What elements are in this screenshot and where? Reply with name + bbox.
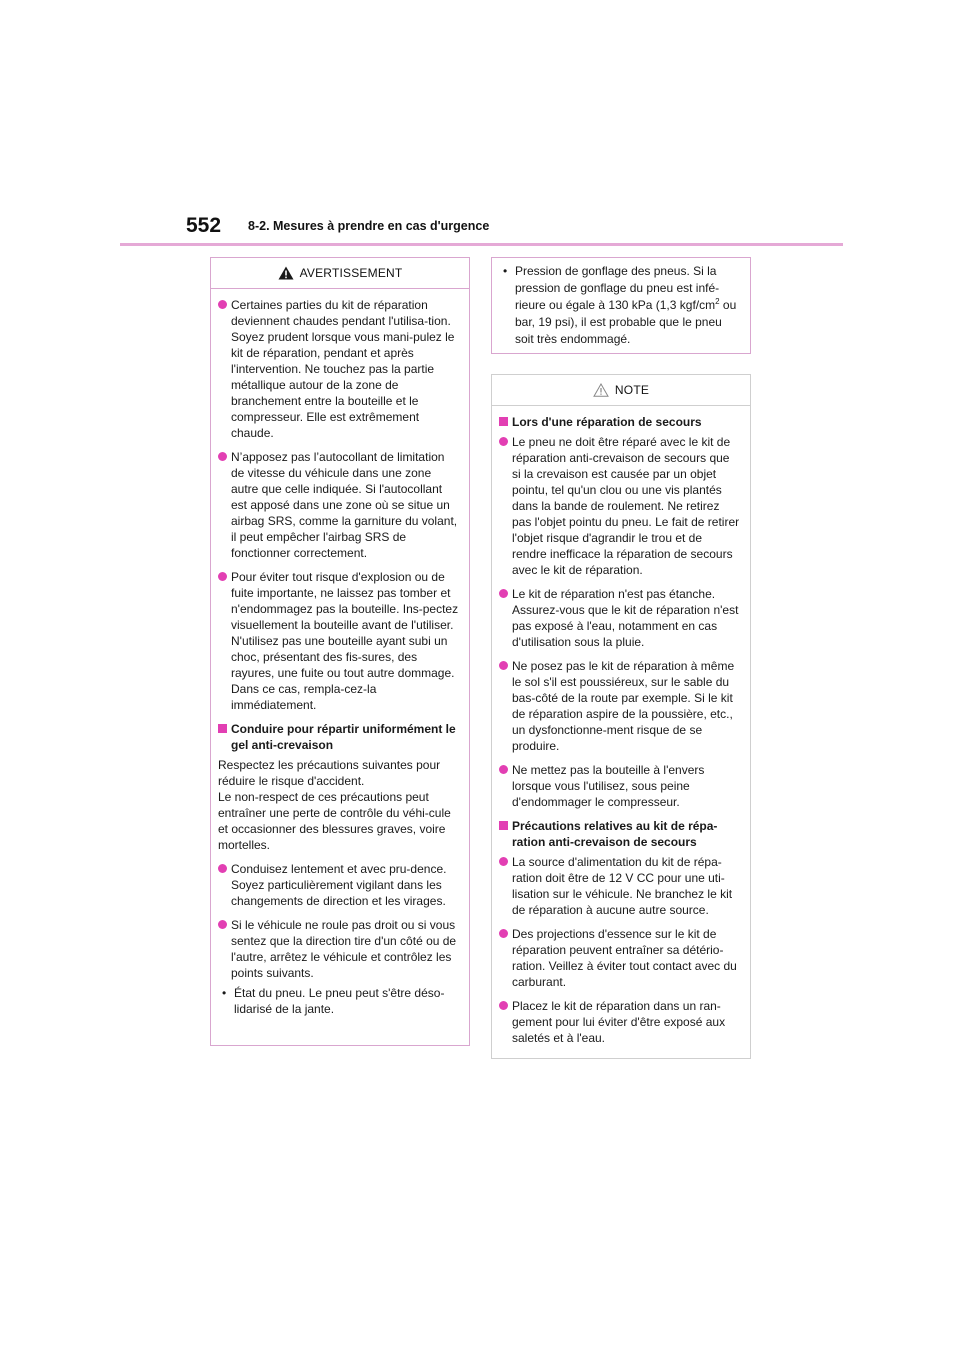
warning-body: [211, 289, 469, 1027]
warning-title: AVERTISSEMENT: [299, 266, 403, 280]
list-item: [218, 297, 459, 441]
caution-triangle-icon: [593, 383, 609, 397]
paragraph-line: Respectez les précautions suivantes pour réduire le risque d'accident.: [218, 758, 441, 788]
dot-bullet-icon: •: [503, 264, 508, 278]
warning-title-bar: [211, 258, 469, 289]
list-item-text: Le kit de réparation n'est pas étanche. Assurez-vous que le kit de réparation n'est pas exposé à l'eau, notamment en cas d'utilisation sous la pluie.: [512, 587, 739, 649]
dot-bullet-icon: •: [222, 986, 227, 1000]
warning-continued-box: [491, 257, 751, 354]
chapter-title: 8-2. Mesures à prendre en cas d'urgence: [248, 219, 490, 233]
list-item: [218, 569, 459, 713]
bullet-icon: [499, 857, 512, 866]
list-item: [218, 917, 459, 981]
section-heading-text: Précautions relatives au kit de répa-ration anti-crevaison de secours: [512, 819, 718, 849]
list-item-text: Placez le kit de réparation dans un ran-gement pour lui éviter d'être exposé aux saletés et à l'eau.: [512, 999, 726, 1045]
list-item-text: Ne posez pas le kit de réparation à même le sol s'il est poussiéreux, sur le sable du bas-côté de la route par exemple. Si le kit de réparation aspire de la poussière, etc., un dysfonctionne-ment risque de se produire.: [512, 659, 735, 753]
list-item-text: Des projections d'essence sur le kit de réparation peuvent entraîner sa détério-ration. Veillez à éviter tout contact avec du carburant.: [512, 927, 737, 989]
page-number: 552: [186, 214, 222, 237]
sub-list-item-text: Pression de gonflage des pneus. Si la pression de gonflage du pneu est infé-rieure ou égale à 130 kPa (1,3 kgf/$cm^2$ ou bar, 19 psi), il est probable que le pneu soit très endommagé.: [515, 264, 737, 346]
bullet-icon: [499, 589, 512, 598]
list-item-text: N’apposez pas l’autocollant de limitation de vitesse du véhicule dans une zone autre que celle indiquée. Si l'autocollant est apposé dans une zone où se situe un airbag SRS, comme la garniture du volant, il peut empêcher l'airbag SRS de fonctionner correctement.: [231, 450, 458, 560]
bullet-icon: [218, 300, 231, 309]
bullet-icon: [218, 920, 231, 929]
sub-list-item: [218, 985, 459, 1017]
section-heading-text: Lors d'une réparation de secours: [512, 415, 702, 429]
square-bullet-icon: [499, 414, 512, 430]
list-item-text: Ne mettez pas la bouteille à l'envers lorsque vous l'utilisez, sous peine d'endommager le compresseur.: [512, 763, 705, 809]
list-item: [218, 449, 459, 561]
list-item: [499, 762, 740, 810]
bullet-icon: [499, 929, 512, 938]
header-rule: [120, 243, 843, 246]
list-item-text: Conduisez lentement et avec pru-dence. Soyez particulièrement vigilant dans les changements de direction et les virages.: [231, 862, 447, 908]
sub-list-item-text: État du pneu. Le pneu peut s'être déso-lidarisé de la jante.: [234, 986, 445, 1016]
warning-box: [210, 257, 470, 1046]
bullet-icon: [218, 572, 231, 581]
list-item-text: Si le véhicule ne roule pas droit ou si vous sentez que la direction tire d'un côté ou de l'autre, arrêtez le véhicule et contrôlez les points suivants.: [231, 918, 457, 980]
note-body: [492, 406, 750, 1060]
note-box: [491, 374, 751, 1059]
list-item-text: Le pneu ne doit être réparé avec le kit de réparation anti-crevaison de secours que si la crevaison est causée par un objet pointu, tel qu'un clou ou une vis plantés dans la bande de roulement. Ne retirez pas l'objet pointu du pneu. Le fait de retirer l'objet risque d'agrandir le trou et de rendre inefficace la réparation de secours avec le kit de réparation.: [512, 435, 740, 577]
bullet-icon: [499, 765, 512, 774]
section-heading: [499, 414, 740, 430]
list-item: [499, 998, 740, 1046]
bullet-icon: [499, 437, 512, 446]
list-item: [499, 586, 740, 650]
section-heading: [218, 721, 459, 753]
list-item: [499, 854, 740, 918]
list-item: [499, 434, 740, 578]
paragraph: [218, 757, 459, 853]
sub-list-item: [499, 263, 740, 348]
list-item-text: La source d'alimentation du kit de répa-ration doit être de 12 V CC pour une uti-lisation sur le véhicule. Ne branchez le kit de réparation à aucune autre source.: [512, 855, 733, 917]
bullet-icon: [218, 452, 231, 461]
note-title-bar: [492, 375, 750, 406]
list-item-text: Certaines parties du kit de réparation deviennent chaudes pendant l'utilisa-tion. Soyez prudent lorsque vous mani-pulez le kit de réparation, pendant et après l'intervention. Ne touchez pas la partie métallique autour de la zone de branchement entre la bouteille et le compresseur. Elle est extrêmement chaude.: [231, 298, 455, 440]
bullet-icon: [218, 864, 231, 873]
square-bullet-icon: [499, 818, 512, 834]
paragraph-line: Le non-respect de ces précautions peut entraîner une perte de contrôle du véhi-cule et occasionner des blessures graves, voire mortelles.: [218, 790, 451, 852]
section-heading: [499, 818, 740, 850]
square-bullet-icon: [218, 721, 231, 737]
list-item-text: Pour éviter tout risque d'explosion ou de fuite importante, ne laissez pas tomber et n'endommagez pas la bouteille. Ins-pectez visuellement la bouteille avant de l'utiliser. N'utilisez pas une bouteille ayant subi un choc, présentant des fis-sures, des rayures, une fuite ou tout autre dommage. Dans ce cas, rempla-cez-la immédiatement.: [231, 570, 459, 712]
bullet-icon: [499, 1001, 512, 1010]
list-item: [499, 658, 740, 754]
list-item: [218, 861, 459, 909]
warning-continued-body: [492, 258, 750, 358]
note-title: NOTE: [614, 383, 650, 397]
list-item: [499, 926, 740, 990]
section-heading-text: Conduire pour répartir uniformément le gel anti-crevaison: [231, 722, 456, 752]
warning-triangle-icon: [278, 266, 294, 280]
bullet-icon: [499, 661, 512, 670]
